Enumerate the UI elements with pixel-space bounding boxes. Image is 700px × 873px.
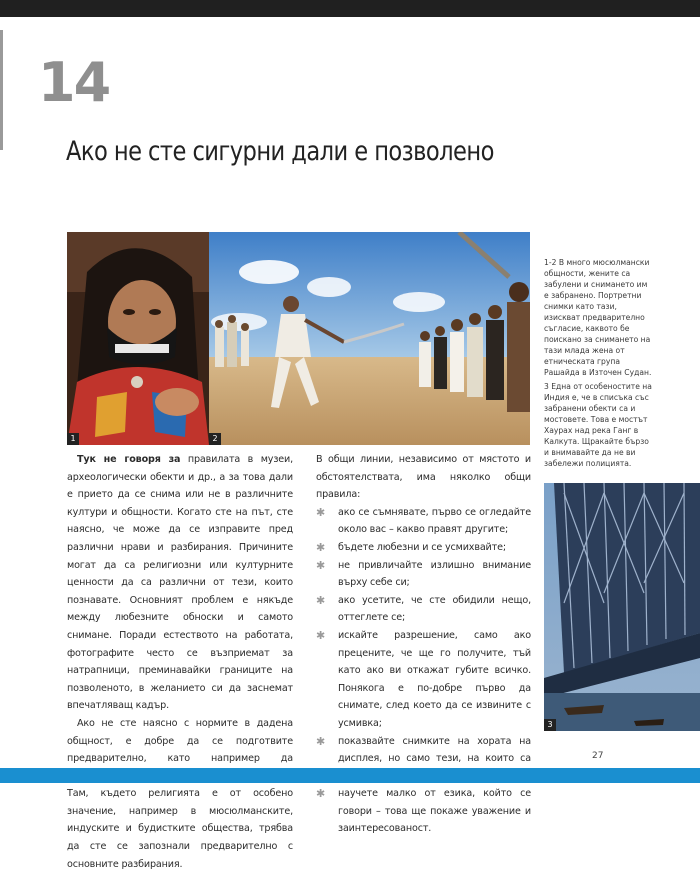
body-column-1 xyxy=(67,451,293,873)
star-bullet-icon: ✱ xyxy=(316,540,326,554)
page-edge-marker xyxy=(0,30,3,150)
star-bullet-icon: ✱ xyxy=(316,558,326,572)
list-item: ✱ научете малко от езика, който се говори – това ще покаже уважение и заинтересованост. xyxy=(316,787,531,835)
star-bullet-icon: ✱ xyxy=(316,593,326,607)
chapter-number: 14 xyxy=(38,51,110,114)
list-item: ✱ не привличайте излишно внимание върху себе си; xyxy=(316,558,531,589)
photo-sword-dance xyxy=(209,232,530,445)
photo-number-1: 1 xyxy=(67,433,79,445)
photo-number-3: 3 xyxy=(544,719,556,731)
photo-howrah-bridge xyxy=(544,483,700,731)
star-bullet-icon: ✱ xyxy=(316,734,326,748)
caption-photo-3: 3 Една от особеностите на Индия е, че в списъка със забранени обекти са и мостовете. Това е мостът Хаурах над река Ганг в Калкута. Щракайте бързо и внимавайте да не ви забележи полицията. xyxy=(544,382,652,468)
list-item: ✱ ако усетите, че сте обидили нещо, оттеглете се; xyxy=(316,593,531,624)
photo-veiled-woman xyxy=(67,232,209,445)
chapter-title: Ако не сте сигурни дали е позволено xyxy=(66,136,494,167)
bottom-bar xyxy=(0,768,700,783)
caption-photos-1-2: 1-2 В много мюсюлмански общности, жените са забулени и снимането им е забранено. Портретни снимки като тази, изискват предварително съгласие, каквото бе поискано за снимането на тази млада жена от етническата група Рашайда в Източен Судан. xyxy=(544,258,652,377)
list-item: ✱ искайте разрешение, само ако прецените, че ще го получите, тъй като ако ви откажат губите всичко. Понякога е по-добре първо да снимате, след което да се извините с усмивка; xyxy=(316,628,531,729)
photo-number-2: 2 xyxy=(209,433,221,445)
list-item: ✱ ако се съмнявате, първо се огледайте около вас – какво правят другите; xyxy=(316,505,531,536)
top-bar xyxy=(0,0,700,17)
paragraph-intro-text: правилата в музеи, археологически обекти и др., а за това дали е прието да се снима или не в различните култури и общности. Когато сте на път, сте наясно, че може да се изправите пред различни нрави и разбирания. Причините могат да са религиозни или културните ценности да са различни от тези, които познавате. Основният проблем е някъде между любезните обноски и самото снимане. Поради естеството на работата, фотографите често се възприемат за натрапници, преминавайки границите на позволеното, в желанието си да заснемат впечатляващ кадър. xyxy=(67,454,294,712)
page-number: 27 xyxy=(592,751,604,761)
rules-list xyxy=(316,504,531,838)
paragraph-intro xyxy=(67,451,293,715)
list-item: ✱ показвайте снимките на хората на дисплея, но само тези, на които са xyxy=(316,734,531,765)
star-bullet-icon: ✱ xyxy=(316,787,326,801)
star-bullet-icon: ✱ xyxy=(316,505,326,519)
star-bullet-icon: ✱ xyxy=(316,628,326,642)
paragraph-preparation: Ако не сте наясно с нормите в дадена общност, е добре да се подготвите предварително, като например да Там, където религията е от особено значение, например в мюсюлманските, индуските и будистките общества, трябва да сте се запознали предварително с основните разбирания. xyxy=(67,717,293,870)
rules-intro: В общи линии, независимо от мястото и обстоятелствата, има няколко общи правила: xyxy=(316,454,531,501)
paragraph-lead: Тук не говоря за xyxy=(77,454,181,465)
list-item: ✱ бъдете любезни и се усмихвайте; xyxy=(316,539,531,557)
